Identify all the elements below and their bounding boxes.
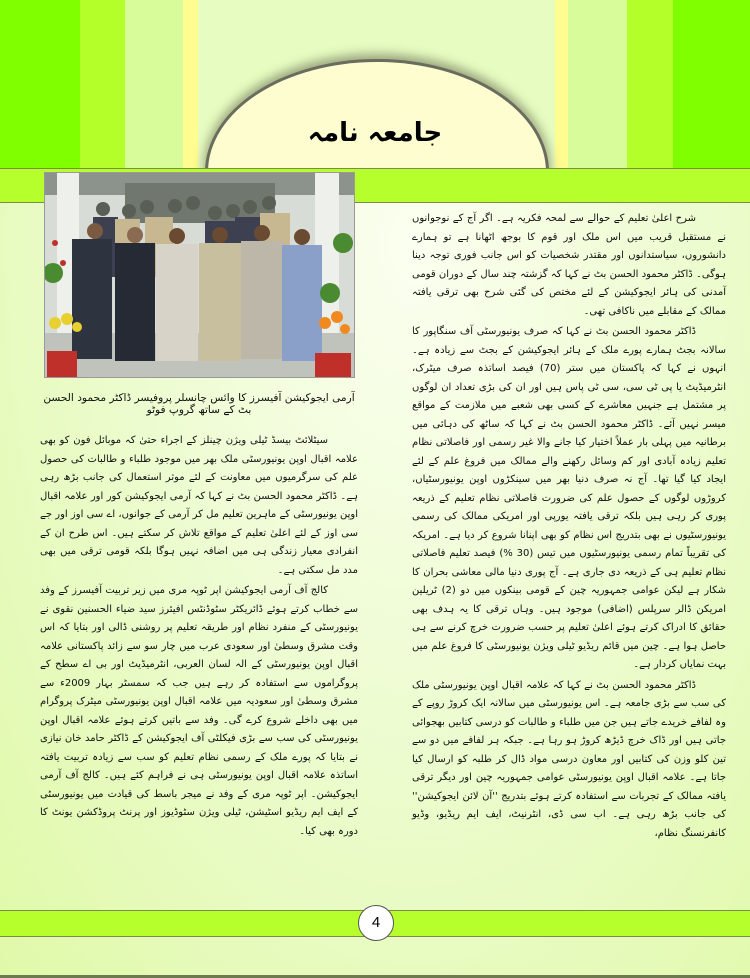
page-title: جامعہ نامہ [307, 118, 443, 148]
paragraph: شرح اعلیٰ تعلیم کے حوالے سے لمحہ فکریہ ہے۔ اگر آج کے نوجوانوں نے مستقبل قریب میں اس ملک اور قوم کا بوجھ اٹھانا ہے تو ہمارے دانشوروں، سیاستدانوں اور مقتدر شخصیات کو اس جانب فوری توجہ دینا ہوگی۔ ڈاکٹر محمود الحسن بٹ نے کہا کہ گزشتہ چند سال کے دوران قومی آمدنی کی ہائر ایجوکیشن کے لئے مختص کی گئی شرح بھی ترقی یافتہ ممالک کے مقابلے میں ناکافی تھی۔ [412, 213, 726, 317]
paragraph: ڈاکٹر محمود الحسن بٹ نے کہا کہ صرف یونیورسٹی آف سنگاپور کا سالانہ بجٹ ہمارے پورے ملک کے ہائر ایجوکیشن کے بجٹ سے زیادہ ہے۔ انہوں نے کہا کہ پاکستان میں ستر (70) فیصد اساتذہ صرف میٹرک، انٹرمیڈیٹ یا پی ٹی سی، سی ٹی پاس ہیں اور ان کی بڑی تعداد ان لوگوں پر مشتمل ہے جنہیں معاشرے کے کسی بھی شعبے میں ملازمت کے مواقع میسر نہیں آئے۔ ڈاکٹر محمود الحسن بٹ نے کہا کہ ساٹھ کی دہائی میں برطانیہ میں پہلی بار عملاً اختیار کیا جانے والا غیر رسمی اور فاصلاتی نظام تعلیم زیادہ آبادی اور کم وسائل رکھنے والے ممالک میں فروغ علم کے لئے ایجاد کیا گیا تھا۔ آج نہ صرف دنیا بھر میں سینکڑوں اوپن یونیورسٹیاں، کروڑوں لوگوں کے حصول علم کی ضرورت فاصلاتی نظام تعلیم کے ذریعہ پوری کر رہی ہیں بلکہ ترقی یافتہ یورپی اور امریکی ممالک کی رسمی یونیورسٹیوں نے بھی بتدریج اس نظام کو بھی اپنانا شروع کر دیا ہے۔ امریکہ کی تقریباً تمام رسمی یونیورسٹیوں میں تیس (30 %) فیصد تعلیم فاصلاتی نظام تعلیم ہی کے ذریعہ دی جاری ہے۔ آج پوری دنیا مالی معاشی بحران کا شکار ہے لیکن عوامی جمہوریہ چین کے قومی بینکوں میں دو (2) ٹریلین امریکن ڈالر سرپلس (اضافی) موجود ہیں۔ وہاں ترقی کا یہ ہدف بھی حقائق کا ادراک کرتے ہوئے اعلیٰ تعلیم پر حسب ضرورت خرچ کرنے سے ہی حاصل ہوا ہے۔ چین میں قائم ریڈیو ٹیلی ویژن یونیورسٹی کا فروغ علم میں بہت نمایاں کردار ہے۔ [412, 326, 726, 670]
photo-caption: آرمی ایجوکیشن آفیسرز کا وائس چانسلر پروفیسر ڈاکٹر محمود الحسن بٹ کے ساتھ گروپ فوٹو [43, 392, 355, 416]
left-column [40, 432, 358, 843]
group-photo [44, 172, 355, 378]
page-number: 4 [358, 905, 394, 941]
paragraph: سیٹلائٹ بیسڈ ٹیلی ویژن چینلز کے اجراء حتیٰ کہ موبائل فون کو بھی علامہ اقبال اوپن یونیورسٹی ملک بھر میں موجود طلباء و طالبات کی حصول علم کی سرگرمیوں میں معاونت کے لئے موثر استعمال کی جانب بڑھ رہی ہے۔ ڈاکٹر محمود الحسن بٹ نے کہا کہ آرمی ایجوکیشن کور اور علامہ اقبال اوپن یونیورسٹی کے ماہرین تعلیم مل کر آرمی کے جوانوں، اے سی اوز اور جے سی اوز کے لئے اعلیٰ تعلیم کے مواقع تلاش کر سکتے ہیں۔ اس طرح ان کے انفرادی معیار زندگی ہی میں اضافہ نہیں ہوگا بلکہ قومی ترقی میں بھی مدد مل سکتی ہے۔ [40, 435, 358, 576]
right-column [412, 210, 726, 845]
paragraph: کالج آف آرمی ایجوکیشن اپر ٹوپہ مری میں زیر تربیت آفیسرز کے وفد سے خطاب کرتے ہوئے ڈائریکٹر سٹوڈنٹس افیئرز سید ضیاء الحسنین نقوی نے یونیورسٹی کے منفرد نظام اور طریقہ تعلیم پر روشنی ڈالی اور بتایا کہ اس وقت مشرق وسطیٰ اور سعودی عرب میں چار سو سے زائد پاکستانی علامہ اقبال اوپن یونیورسٹی کے الہ لسان العربی، انٹرمیڈیٹ اور بی اے سطح کے پروگراموں سے استفادہ کر رہے ہیں جب کہ سمسٹر بہار 2009ء سے مشرق وسطیٰ اور سعودیہ میں علامہ اقبال اوپن یونیورسٹی میٹرک پروگرام میں بھی داخلے شروع کرے گی۔ وفد سے باتیں کرتے ہوئے علامہ اقبال اوپن یونیورسٹی کی سب سے بڑی فیکلٹی آف ایجوکیشن کے ڈاکٹر حامد خان نیازی نے بتایا کہ پورے ملک کے رسمی نظام تعلیم کو سب سے زیادہ تربیت یافتہ اساتذہ علامہ اقبال اوپن یونیورسٹی ہی نے فراہم کئے ہیں۔ کالج آف آرمی ایجوکیشن۔ اپر ٹوپہ مری کے وفد نے میجر باسط کی قیادت میں یونیورسٹی کے ایف ایم ریڈیو اسٹیشن، ٹیلی ویژن سٹوڈیوز اور پرنٹ پروڈکشن یونٹ کا دورہ بھی کیا۔ [40, 585, 358, 837]
paragraph: ڈاکٹر محمود الحسن بٹ نے کہا کہ علامہ اقبال اوپن یونیورسٹی ملک کی سب سے بڑی جامعہ ہے۔ اس یونیورسٹی میں سالانہ ایک کروڑ روپے کے وہ لفافے خریدے جاتے ہیں جن میں طلباء و طالبات کو درسی کتابیں بھجوائی جاتی ہیں اور ڈاک خرچ ڈیڑھ کروڑ ہو رہا ہے۔ جبکہ ہر لفافے میں دو سے تین کلو وزن کی کتابیں اور معاون درسی مواد ڈال کر طلبہ کو ارسال کیا جاتا ہے۔ علامہ اقبال اوپن یونیورسٹی عوامی جمہوریہ چین اور دیگر ترقی یافتہ ممالک کے تجربات سے استفادہ کرتے ہوئے بتدریج ''آن لائن ایجوکیشن'' کی جانب بڑھ رہی ہے۔ اب سی ڈی، انٹرنیٹ، ایف ایم ریڈیو، وڈیو کانفرنسنگ نظام، [412, 679, 726, 839]
group-photo-image [45, 173, 354, 377]
